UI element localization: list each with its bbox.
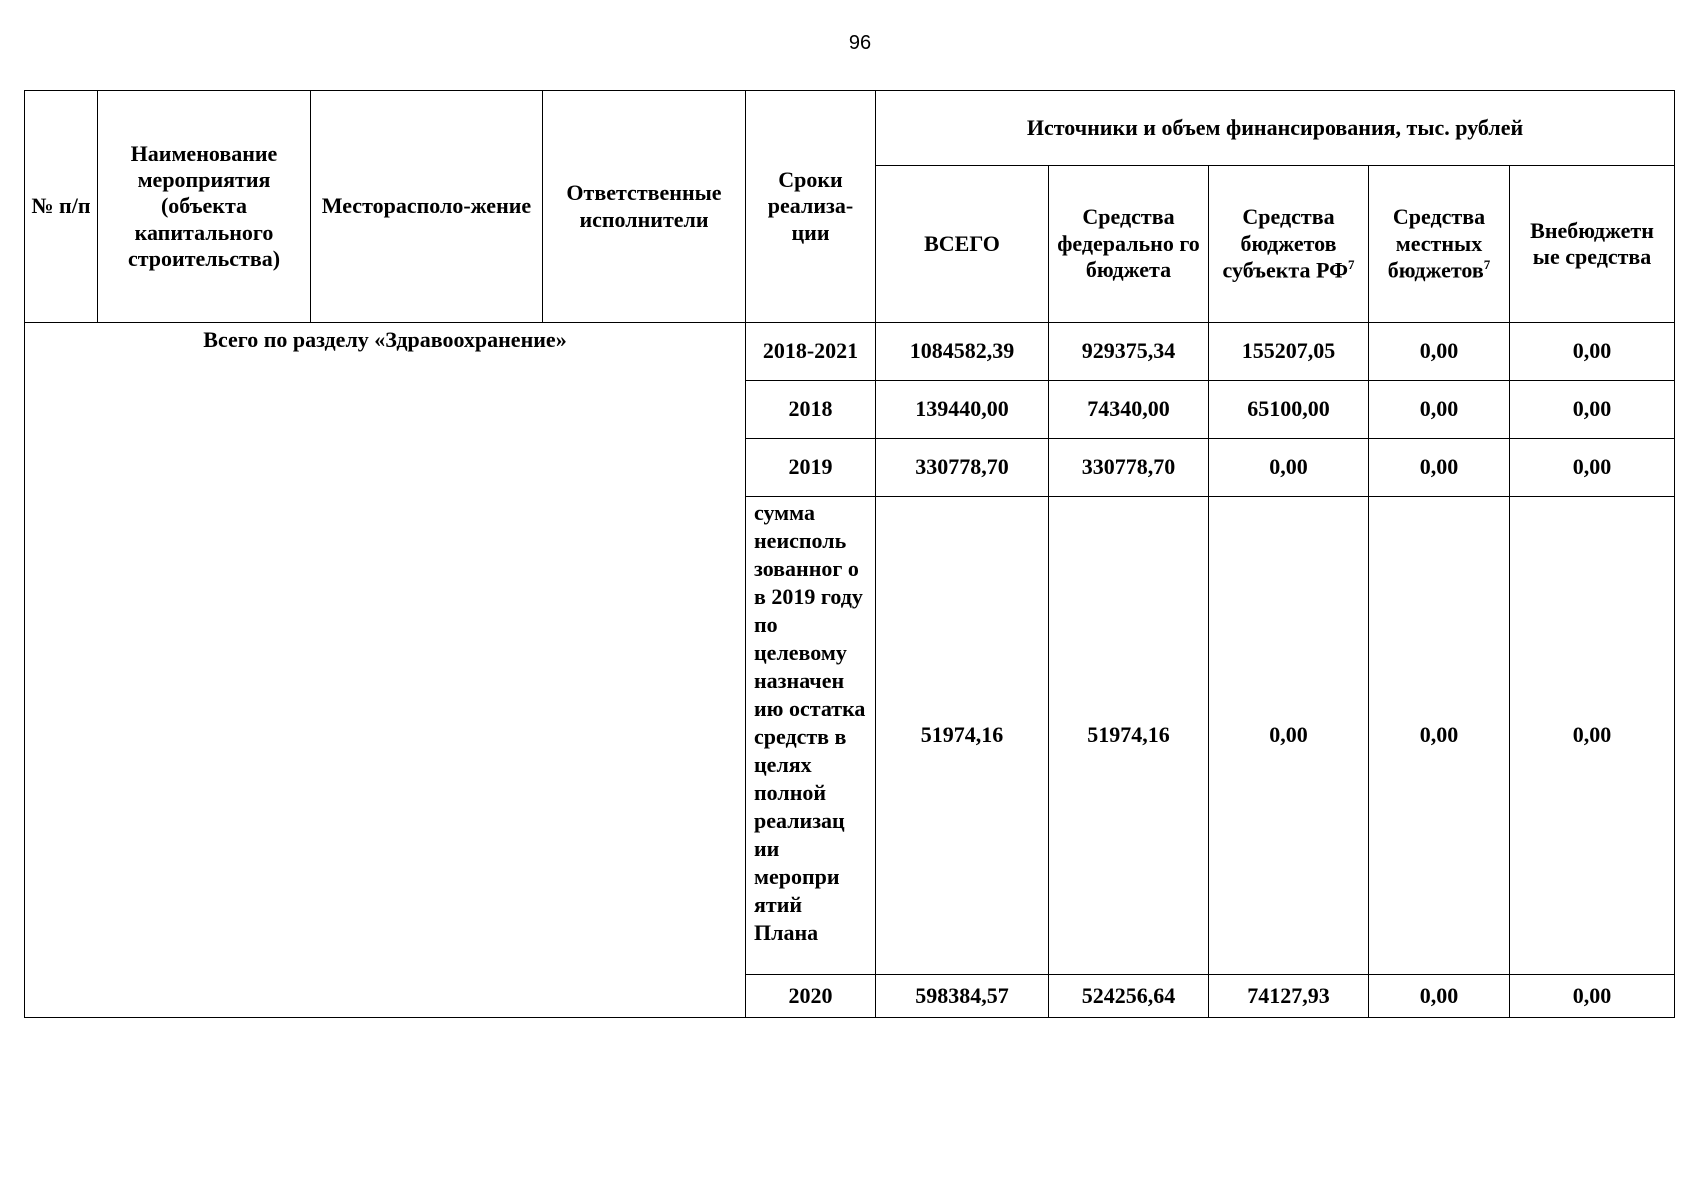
- cell-local: 0,00: [1369, 381, 1510, 439]
- header-name: Наименование мероприятия (объекта капитального строительства): [98, 91, 311, 323]
- cell-local: 0,00: [1369, 975, 1510, 1018]
- cell-total: 598384,57: [876, 975, 1049, 1018]
- header-regional-text: Средства бюджетов субъекта РФ: [1222, 204, 1348, 283]
- header-sources: Источники и объем финансирования, тыс. рублей: [876, 91, 1675, 166]
- header-local: [1369, 166, 1510, 323]
- cell-total: 51974,16: [876, 497, 1049, 975]
- header-extra: Внебюджетн ые средства: [1510, 166, 1675, 323]
- table-row: [25, 323, 1675, 381]
- cell-period: 2019: [746, 439, 876, 497]
- cell-period: 2018: [746, 381, 876, 439]
- header-regional-note: 7: [1347, 257, 1355, 273]
- cell-extra: 0,00: [1510, 381, 1675, 439]
- header-local-text: Средства местных бюджетов: [1387, 204, 1486, 283]
- cell-extra: 0,00: [1510, 323, 1675, 381]
- cell-local: 0,00: [1369, 323, 1510, 381]
- cell-federal: 330778,70: [1049, 439, 1209, 497]
- cell-total: 139440,00: [876, 381, 1049, 439]
- cell-extra: 0,00: [1510, 497, 1675, 975]
- cell-regional: 74127,93: [1209, 975, 1369, 1018]
- cell-federal: 524256,64: [1049, 975, 1209, 1018]
- header-executors: Ответственные исполнители: [543, 91, 746, 323]
- cell-regional: 0,00: [1209, 497, 1369, 975]
- header-federal: Средства федерально го бюджета: [1049, 166, 1209, 323]
- cell-regional: 0,00: [1209, 439, 1369, 497]
- header-regional: [1209, 166, 1369, 323]
- section-total-label: Всего по разделу «Здравоохранение»: [25, 323, 746, 1018]
- header-period: Сроки реализа-ции: [746, 91, 876, 323]
- cell-federal: 929375,34: [1049, 323, 1209, 381]
- page-number: 96: [848, 32, 872, 54]
- cell-period: 2020: [746, 975, 876, 1018]
- header-row-top: [25, 91, 1675, 166]
- cell-extra: 0,00: [1510, 975, 1675, 1018]
- cell-period: 2018-2021: [746, 323, 876, 381]
- header-num: № п/п: [25, 91, 98, 323]
- header-location: Месторасполо-жение: [311, 91, 543, 323]
- cell-local: 0,00: [1369, 439, 1510, 497]
- header-local-note: 7: [1483, 257, 1491, 273]
- header-total: ВСЕГО: [876, 166, 1049, 323]
- cell-total: 330778,70: [876, 439, 1049, 497]
- cell-local: 0,00: [1369, 497, 1510, 975]
- cell-regional: 155207,05: [1209, 323, 1369, 381]
- cell-total: 1084582,39: [876, 323, 1049, 381]
- cell-federal: 51974,16: [1049, 497, 1209, 975]
- financing-table: [24, 90, 1675, 1018]
- cell-period: сумма неисполь зованног о в 2019 году по целевому назначен ию остатка средств в целях полной реализац ии меропри ятий Плана: [746, 497, 876, 975]
- cell-federal: 74340,00: [1049, 381, 1209, 439]
- cell-extra: 0,00: [1510, 439, 1675, 497]
- cell-regional: 65100,00: [1209, 381, 1369, 439]
